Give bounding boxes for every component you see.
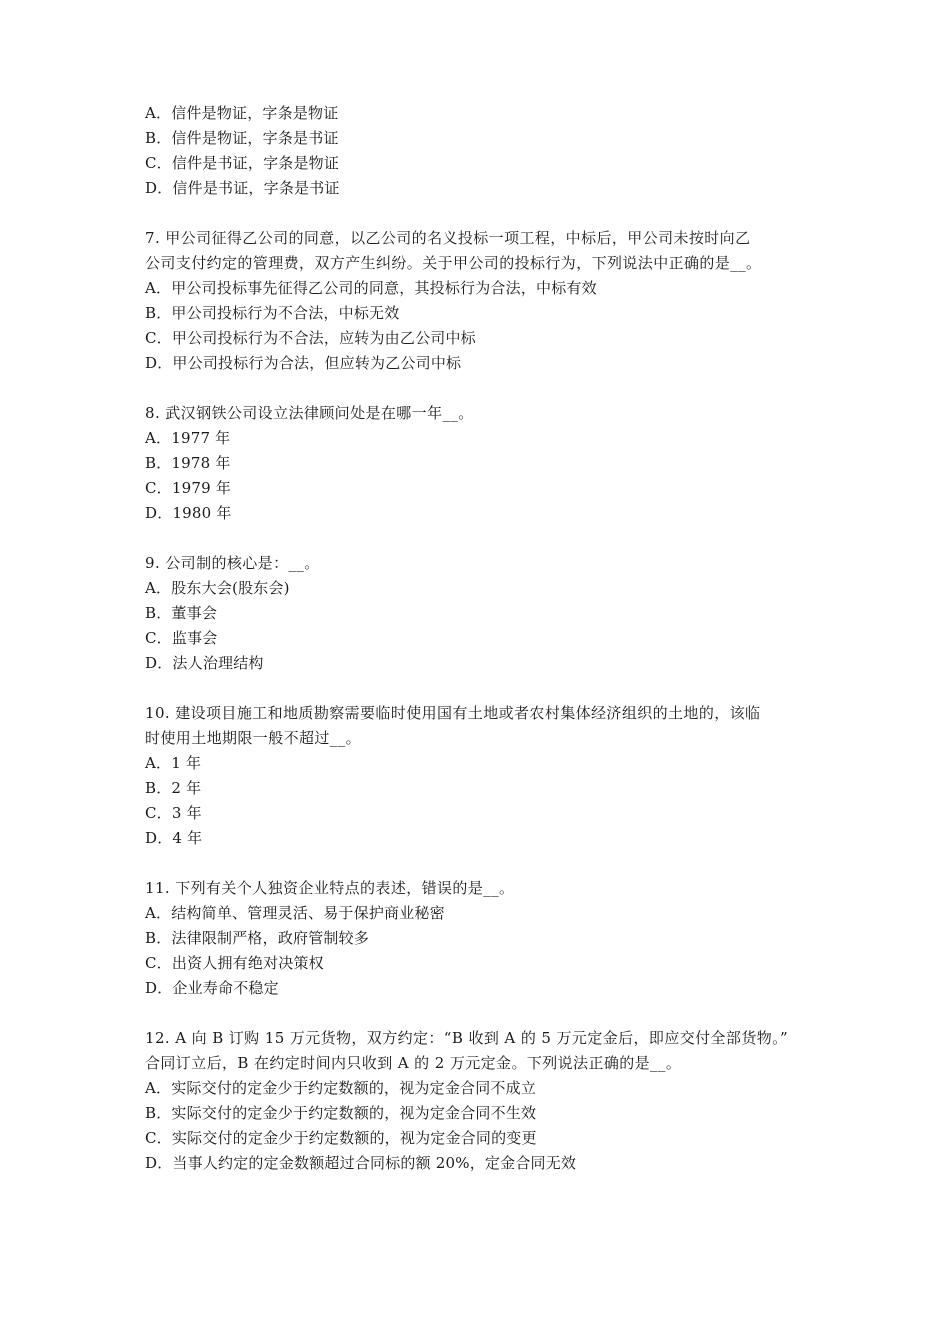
option-b: B．信件是物证，字条是书证 (145, 129, 339, 147)
option-a: A．1977 年 (145, 429, 231, 447)
question-line: 9. 公司制的核心是：__。 (145, 554, 320, 572)
option-a: A．甲公司投标事先征得乙公司的同意，其投标行为合法，中标有效 (145, 279, 597, 297)
question-line: 8. 武汉钢铁公司设立法律顾问处是在哪一年__。 (145, 404, 474, 422)
question-text (145, 876, 810, 901)
option-b: B．1978 年 (145, 454, 231, 472)
question-line: 12. A 向 B 订购 15 万元货物，双方约定：“B 收到 A 的 5 万元定金后，即应交付全部货物。” (145, 1029, 789, 1047)
option-d: D．信件是书证，字条是书证 (145, 179, 340, 197)
option-d: D．法人治理结构 (145, 654, 264, 672)
question-line: 11. 下列有关个人独资企业特点的表述，错误的是__。 (145, 879, 515, 897)
option-c: C．甲公司投标行为不合法，应转为由乙公司中标 (145, 329, 476, 347)
question-8 (145, 401, 810, 526)
option-a: A．股东大会(股东会) (145, 579, 290, 597)
question-text (145, 1026, 810, 1076)
option-c: C．信件是书证，字条是物证 (145, 154, 340, 172)
question-text (145, 551, 810, 576)
question-10 (145, 701, 810, 851)
option-c: C．监事会 (145, 629, 218, 647)
option-a: A．结构简单、管理灵活、易于保护商业秘密 (145, 904, 445, 922)
option-d: D．当事人约定的定金数额超过合同标的额 20%，定金合同无效 (145, 1154, 577, 1172)
question-line: 7. 甲公司征得乙公司的同意，以乙公司的名义投标一项工程，中标后，甲公司未按时向乙 (145, 229, 751, 247)
option-c: C．出资人拥有绝对决策权 (145, 954, 324, 972)
option-c: C．实际交付的定金少于约定数额的，视为定金合同的变更 (145, 1129, 537, 1147)
question-text (145, 701, 810, 751)
document-page (145, 101, 810, 1176)
option-b: B．甲公司投标行为不合法，中标无效 (145, 304, 400, 322)
option-b: B．实际交付的定金少于约定数额的，视为定金合同不生效 (145, 1104, 537, 1122)
option-b: B．董事会 (145, 604, 218, 622)
question-11 (145, 876, 810, 1001)
option-a: A．1 年 (145, 754, 202, 772)
option-d: D．1980 年 (145, 504, 232, 522)
option-c: C．1979 年 (145, 479, 232, 497)
option-d: D．4 年 (145, 829, 203, 847)
question-7 (145, 226, 810, 376)
option-b: B．2 年 (145, 779, 202, 797)
option-d: D．企业寿命不稳定 (145, 979, 279, 997)
question-line: 10. 建设项目施工和地质勘察需要临时使用国有土地或者农村集体经济组织的土地的，该临 (145, 704, 761, 722)
option-a: A．实际交付的定金少于约定数额的，视为定金合同不成立 (145, 1079, 537, 1097)
option-c: C．3 年 (145, 804, 202, 822)
option-d: D．甲公司投标行为合法，但应转为乙公司中标 (145, 354, 462, 372)
question-12 (145, 1026, 810, 1176)
question-line: 公司支付约定的管理费，双方产生纠纷。关于甲公司的投标行为，下列说法中正确的是__。 (145, 254, 762, 272)
question-text (145, 226, 810, 276)
option-a: A．信件是物证，字条是物证 (145, 104, 339, 122)
question-line: 合同订立后，B 在约定时间内只收到 A 的 2 万元定金。下列说法正确的是__。 (145, 1054, 682, 1072)
option-b: B．法律限制严格，政府管制较多 (145, 929, 370, 947)
question-9 (145, 551, 810, 676)
question-line: 时使用土地期限一般不超过__。 (145, 729, 362, 747)
previous-question-options (145, 101, 810, 201)
question-text (145, 401, 810, 426)
